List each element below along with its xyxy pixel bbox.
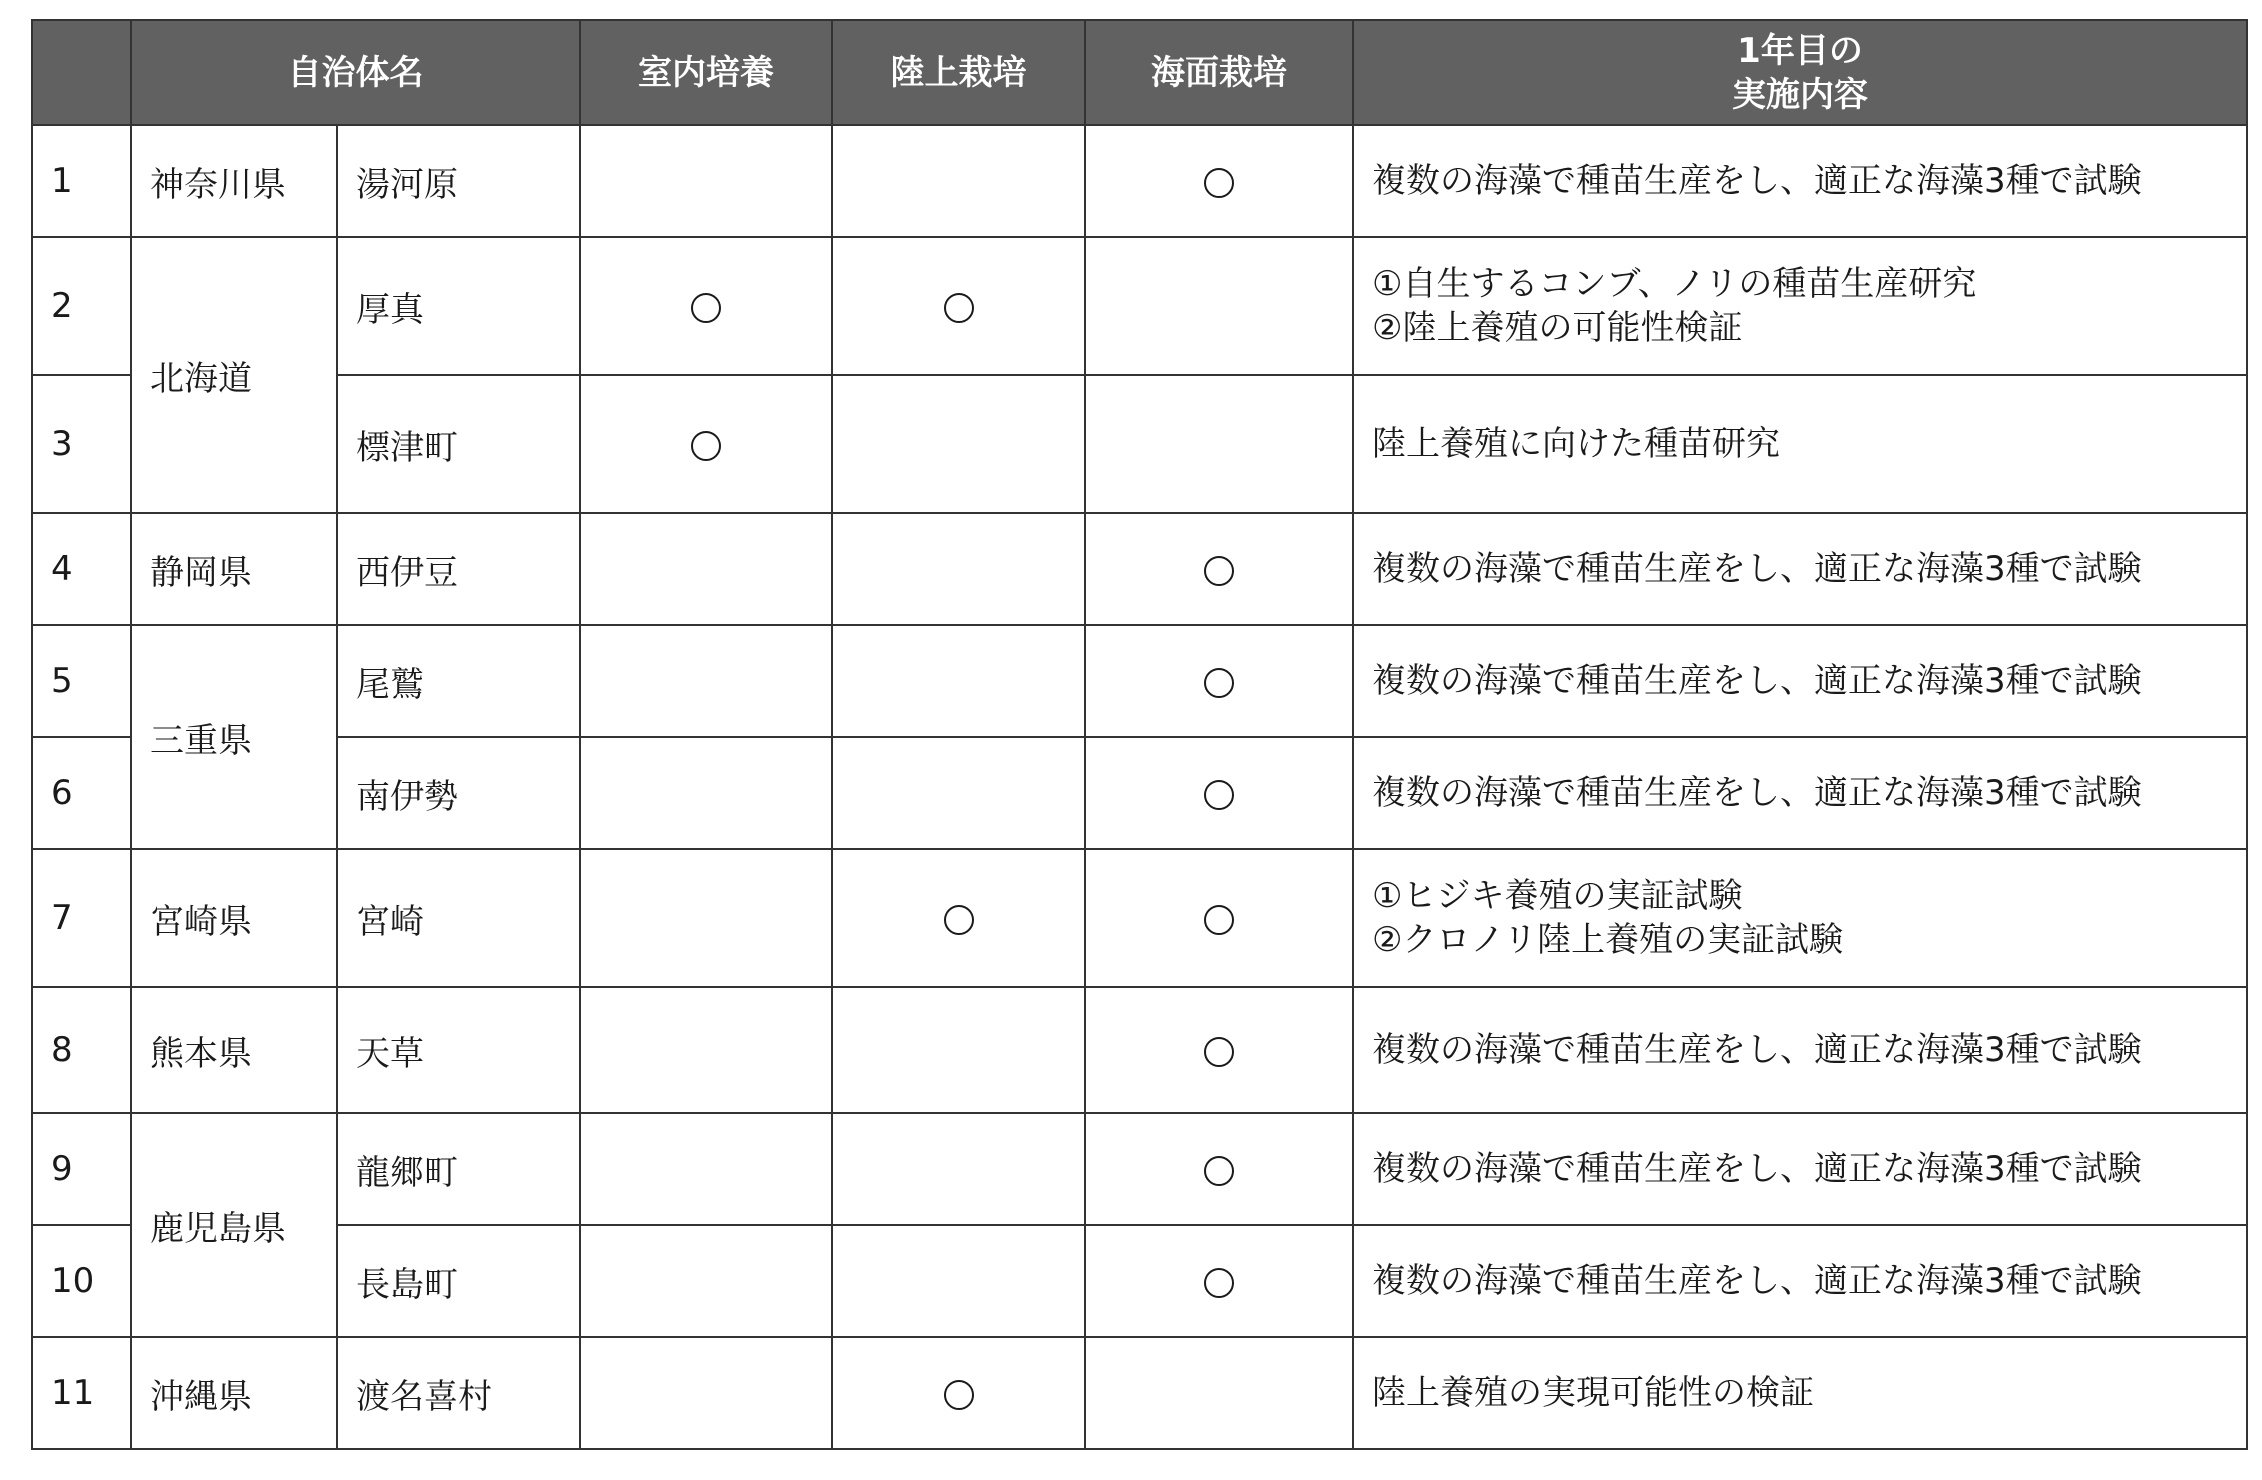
content-cell bbox=[1353, 513, 2247, 625]
header-row bbox=[32, 20, 2247, 125]
content-line: 複数の海藻で種苗生産をし、適正な海藻3種で試験 bbox=[1372, 161, 2142, 201]
land-cell bbox=[832, 1337, 1085, 1449]
town-cell: 西伊豆 bbox=[337, 513, 580, 625]
table-row bbox=[32, 1225, 2247, 1337]
sea-cell bbox=[1085, 125, 1353, 237]
sea-cell bbox=[1085, 1337, 1353, 1449]
town-cell: 渡名喜村 bbox=[337, 1337, 580, 1449]
indoor-cell bbox=[580, 237, 832, 375]
sea-cell bbox=[1085, 513, 1353, 625]
content-cell bbox=[1353, 625, 2247, 737]
content-line: 複数の海藻で種苗生産をし、適正な海藻3種で試験 bbox=[1372, 661, 2142, 701]
table-row bbox=[32, 849, 2247, 987]
indoor-cell bbox=[580, 737, 832, 849]
prefecture-cell: 神奈川県 bbox=[131, 125, 337, 237]
land-cell bbox=[832, 1113, 1085, 1225]
town-cell: 長島町 bbox=[337, 1225, 580, 1337]
table-row bbox=[32, 375, 2247, 513]
land-cell bbox=[832, 625, 1085, 737]
circle-mark-icon bbox=[691, 431, 721, 461]
table-row bbox=[32, 625, 2247, 737]
circle-mark-icon bbox=[944, 293, 974, 323]
town-cell: 南伊勢 bbox=[337, 737, 580, 849]
town-cell: 宮崎 bbox=[337, 849, 580, 987]
header-indoor: 室内培養 bbox=[580, 20, 832, 125]
row-number: 2 bbox=[32, 237, 131, 375]
content-line: ②陸上養殖の可能性検証 bbox=[1372, 308, 1743, 348]
row-number: 9 bbox=[32, 1113, 131, 1225]
sea-cell bbox=[1085, 237, 1353, 375]
row-number: 11 bbox=[32, 1337, 131, 1449]
table-row bbox=[32, 1337, 2247, 1449]
header-content-line2: 実施内容 bbox=[1732, 74, 1868, 115]
prefecture-cell: 鹿児島県 bbox=[131, 1113, 337, 1337]
table-row bbox=[32, 513, 2247, 625]
header-content bbox=[1353, 20, 2247, 125]
content-cell bbox=[1353, 1113, 2247, 1225]
circle-mark-icon bbox=[1204, 1037, 1234, 1067]
circle-mark-icon bbox=[1204, 905, 1234, 935]
town-cell: 龍郷町 bbox=[337, 1113, 580, 1225]
indoor-cell bbox=[580, 1337, 832, 1449]
prefecture-cell: 宮崎県 bbox=[131, 849, 337, 987]
content-line: ①自生するコンブ、ノリの種苗生産研究 bbox=[1372, 264, 1977, 304]
content-cell bbox=[1353, 1225, 2247, 1337]
land-cell bbox=[832, 125, 1085, 237]
header-no bbox=[32, 20, 131, 125]
land-cell bbox=[832, 849, 1085, 987]
content-cell bbox=[1353, 375, 2247, 513]
row-number: 8 bbox=[32, 987, 131, 1113]
table-body bbox=[32, 125, 2247, 1449]
prefecture-cell: 沖縄県 bbox=[131, 1337, 337, 1449]
sea-cell bbox=[1085, 375, 1353, 513]
indoor-cell bbox=[580, 987, 832, 1113]
indoor-cell bbox=[580, 125, 832, 237]
land-cell bbox=[832, 737, 1085, 849]
row-number: 3 bbox=[32, 375, 131, 513]
circle-mark-icon bbox=[1204, 1268, 1234, 1298]
indoor-cell bbox=[580, 375, 832, 513]
table-row bbox=[32, 237, 2247, 375]
indoor-cell bbox=[580, 1113, 832, 1225]
land-cell bbox=[832, 987, 1085, 1113]
content-line: 複数の海藻で種苗生産をし、適正な海藻3種で試験 bbox=[1372, 773, 2142, 813]
content-line: 陸上養殖の実現可能性の検証 bbox=[1372, 1373, 1814, 1413]
content-cell bbox=[1353, 237, 2247, 375]
indoor-cell bbox=[580, 849, 832, 987]
town-cell: 標津町 bbox=[337, 375, 580, 513]
content-line: ②クロノリ陸上養殖の実証試験 bbox=[1372, 920, 1844, 960]
header-sea: 海面栽培 bbox=[1085, 20, 1353, 125]
row-number: 7 bbox=[32, 849, 131, 987]
content-line: 複数の海藻で種苗生産をし、適正な海藻3種で試験 bbox=[1372, 1030, 2142, 1070]
circle-mark-icon bbox=[1204, 780, 1234, 810]
land-cell bbox=[832, 513, 1085, 625]
content-line: 複数の海藻で種苗生産をし、適正な海藻3種で試験 bbox=[1372, 549, 2142, 589]
row-number: 4 bbox=[32, 513, 131, 625]
town-cell: 湯河原 bbox=[337, 125, 580, 237]
prefecture-cell: 静岡県 bbox=[131, 513, 337, 625]
header-municipality: 自治体名 bbox=[131, 20, 580, 125]
header-content-line1: 1年目の bbox=[1737, 30, 1863, 71]
town-cell: 天草 bbox=[337, 987, 580, 1113]
circle-mark-icon bbox=[1204, 1156, 1234, 1186]
circle-mark-icon bbox=[944, 1380, 974, 1410]
prefecture-cell: 三重県 bbox=[131, 625, 337, 849]
indoor-cell bbox=[580, 625, 832, 737]
row-number: 10 bbox=[32, 1225, 131, 1337]
indoor-cell bbox=[580, 1225, 832, 1337]
prefecture-cell: 北海道 bbox=[131, 237, 337, 513]
land-cell bbox=[832, 237, 1085, 375]
land-cell bbox=[832, 1225, 1085, 1337]
municipality-table bbox=[31, 19, 2248, 1450]
sea-cell bbox=[1085, 625, 1353, 737]
sea-cell bbox=[1085, 1225, 1353, 1337]
prefecture-cell: 熊本県 bbox=[131, 987, 337, 1113]
row-number: 5 bbox=[32, 625, 131, 737]
content-line: ①ヒジキ養殖の実証試験 bbox=[1372, 876, 1743, 916]
circle-mark-icon bbox=[1204, 168, 1234, 198]
indoor-cell bbox=[580, 513, 832, 625]
circle-mark-icon bbox=[1204, 668, 1234, 698]
circle-mark-icon bbox=[691, 293, 721, 323]
content-line: 複数の海藻で種苗生産をし、適正な海藻3種で試験 bbox=[1372, 1149, 2142, 1189]
sea-cell bbox=[1085, 1113, 1353, 1225]
content-line: 複数の海藻で種苗生産をし、適正な海藻3種で試験 bbox=[1372, 1261, 2142, 1301]
circle-mark-icon bbox=[944, 905, 974, 935]
content-cell bbox=[1353, 737, 2247, 849]
table-row bbox=[32, 1113, 2247, 1225]
content-cell bbox=[1353, 1337, 2247, 1449]
content-cell bbox=[1353, 849, 2247, 987]
table-row bbox=[32, 737, 2247, 849]
table-row bbox=[32, 987, 2247, 1113]
content-cell bbox=[1353, 125, 2247, 237]
town-cell: 厚真 bbox=[337, 237, 580, 375]
town-cell: 尾鷲 bbox=[337, 625, 580, 737]
row-number: 1 bbox=[32, 125, 131, 237]
row-number: 6 bbox=[32, 737, 131, 849]
sea-cell bbox=[1085, 737, 1353, 849]
sea-cell bbox=[1085, 849, 1353, 987]
content-line: 陸上養殖に向けた種苗研究 bbox=[1372, 424, 1780, 464]
content-cell bbox=[1353, 987, 2247, 1113]
sea-cell bbox=[1085, 987, 1353, 1113]
land-cell bbox=[832, 375, 1085, 513]
table-row bbox=[32, 125, 2247, 237]
circle-mark-icon bbox=[1204, 556, 1234, 586]
header-land: 陸上栽培 bbox=[832, 20, 1085, 125]
